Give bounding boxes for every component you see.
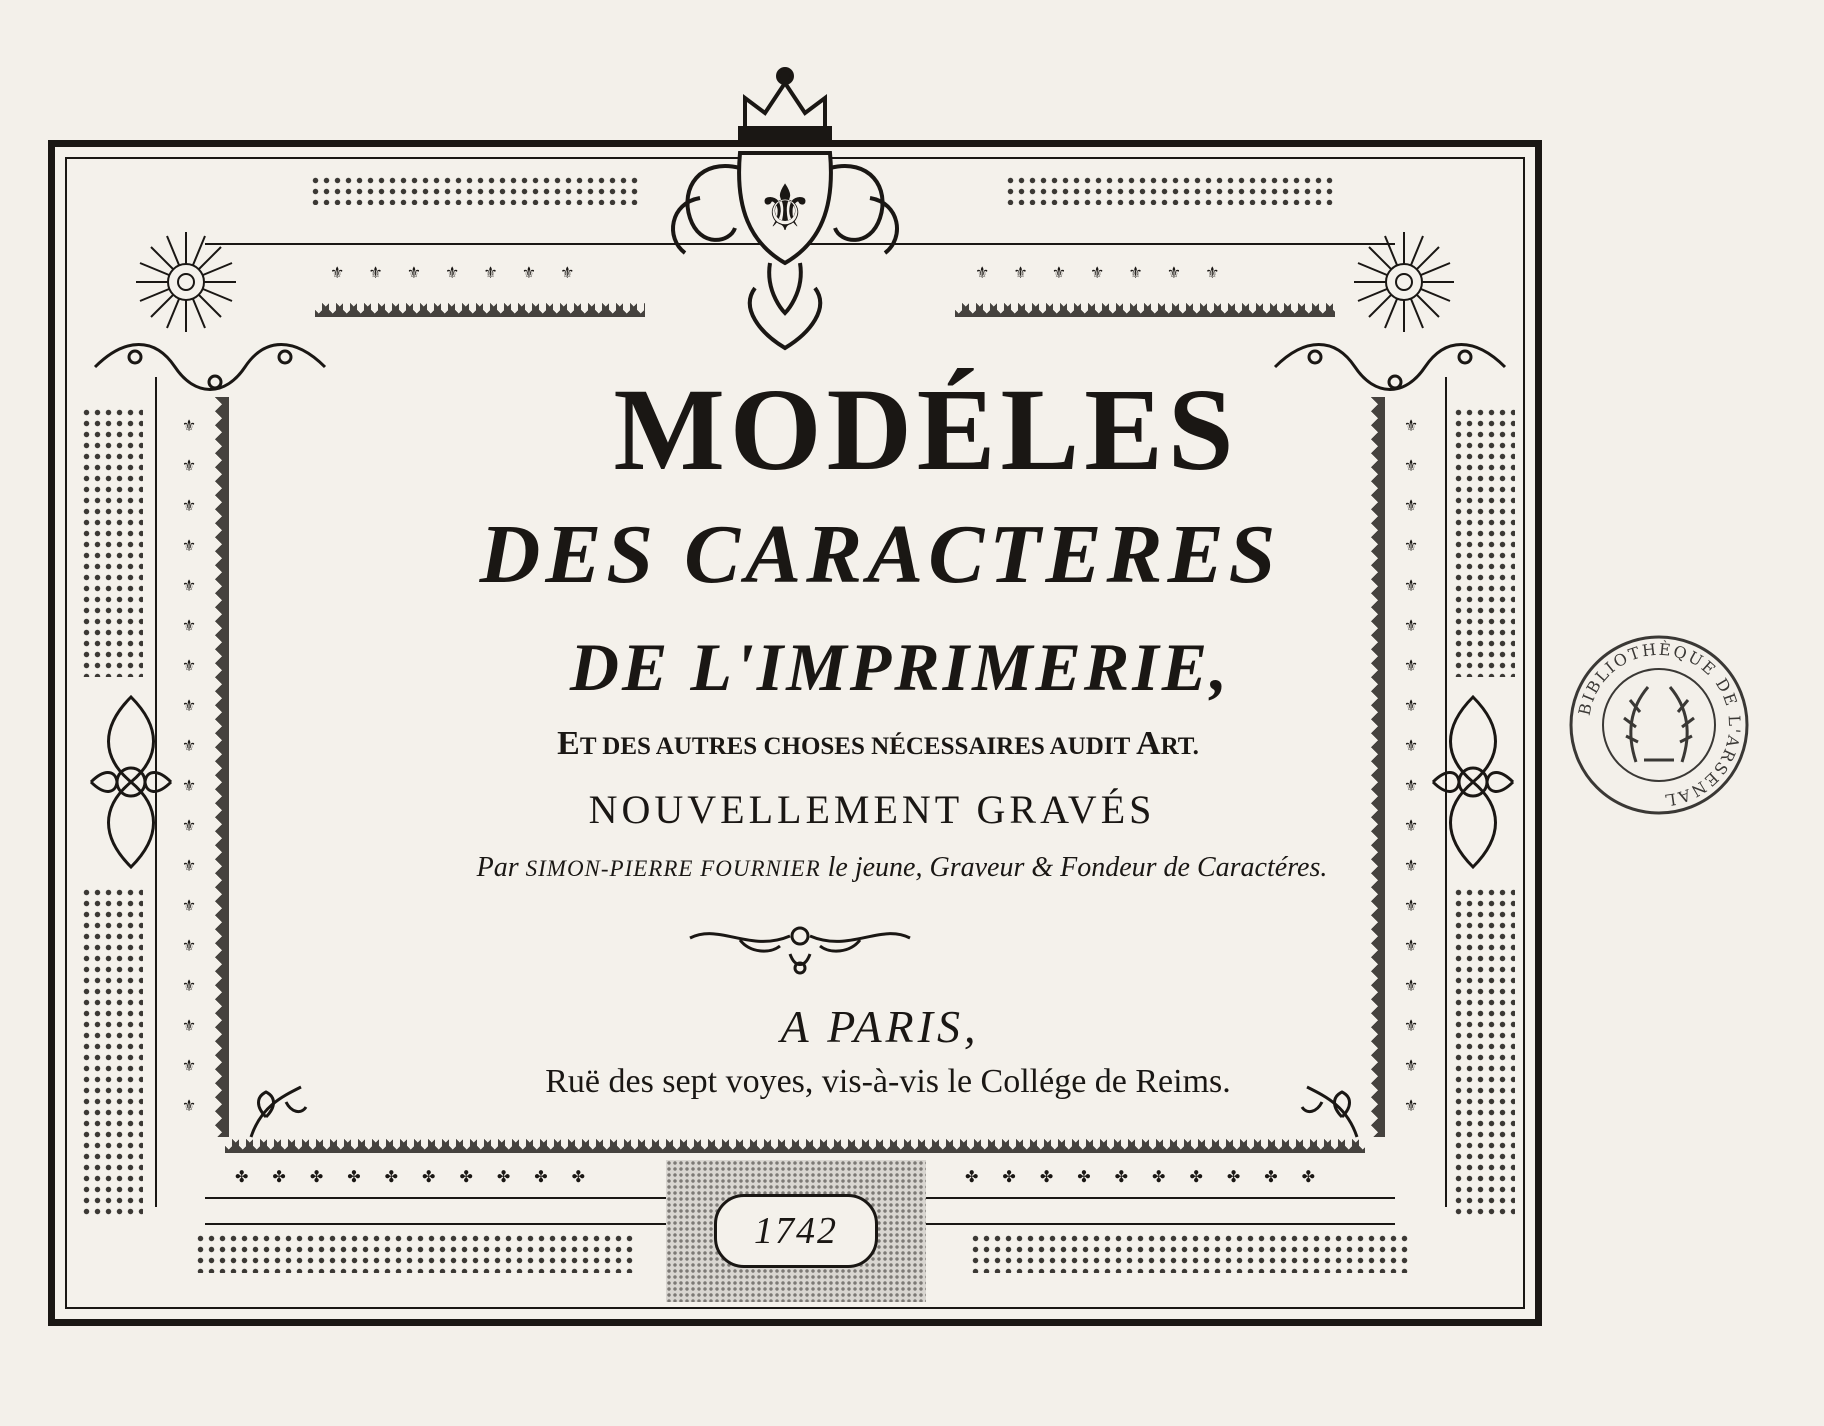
- fleuron-row-bottom: ✤ ✤ ✤ ✤ ✤ ✤ ✤ ✤ ✤ ✤: [965, 1169, 1326, 1186]
- fleuron-row-top: ⚜ ⚜ ⚜ ⚜ ⚜ ⚜ ⚜: [330, 265, 585, 282]
- rosette-ornament-right: [1423, 687, 1523, 877]
- svg-text:BIBLIOTHÈQUE DE L'ARSENAL: [1575, 639, 1745, 810]
- imprint-address: Ruë des sept voyes, vis-à-vis le Collége de Reims.: [545, 1063, 1231, 1100]
- fleuron-row-bottom: ✤ ✤ ✤ ✤ ✤ ✤ ✤ ✤ ✤ ✤: [235, 1169, 596, 1186]
- author-line: Par SIMON-PIERRE FOURNIER le jeune, Graveur & Fondeur de Caractéres.: [476, 852, 1328, 883]
- border-pattern-bottom-left: [195, 1233, 635, 1273]
- title-line-3: DE L'IMPRIMERIE,: [569, 629, 1231, 705]
- imprint-city: A PARIS,: [780, 1001, 980, 1052]
- title-line-1: MODÉLES: [613, 364, 1239, 495]
- fleuron-row-top: ⚜ ⚜ ⚜ ⚜ ⚜ ⚜ ⚜: [975, 265, 1230, 282]
- border-pattern-top-right: [1005, 175, 1335, 205]
- sunburst-ornament-right: [1349, 227, 1459, 337]
- vignette-ornament: [680, 918, 920, 980]
- border-triangles-top: [315, 303, 645, 317]
- rosette-ornament-left: [81, 687, 181, 877]
- fleuron-column-left: ⚜ ⚜ ⚜ ⚜ ⚜ ⚜ ⚜ ⚜ ⚜ ⚜ ⚜ ⚜ ⚜ ⚜ ⚜ ⚜ ⚜ ⚜: [181, 418, 197, 1115]
- engraved-line: NOUVELLEMENT GRAVÉS: [588, 787, 1156, 832]
- royal-crest-ornament: [660, 58, 910, 358]
- year-cartouche: [714, 1194, 878, 1268]
- library-stamp: [1566, 632, 1752, 818]
- laurel-icon: [1624, 687, 1694, 762]
- subtitle: ET DES AUTRES CHOSES NÉCESSAIRES AUDIT ART.: [557, 725, 1199, 762]
- border-triangles-top: [955, 303, 1335, 317]
- stamp-text: BIBLIOTHÈQUE DE L'ARSENAL: [1574, 639, 1745, 811]
- sunburst-ornament-left: [131, 227, 241, 337]
- fleuron-column-right: ⚜ ⚜ ⚜ ⚜ ⚜ ⚜ ⚜ ⚜ ⚜ ⚜ ⚜ ⚜ ⚜ ⚜ ⚜ ⚜ ⚜ ⚜: [1403, 418, 1419, 1115]
- title-line-2: DES CARACTERES: [479, 508, 1281, 601]
- border-triangles-bottom: [225, 1139, 1365, 1153]
- border-pattern-bottom-right: [970, 1233, 1410, 1273]
- imprint-year: 1742: [754, 1210, 838, 1252]
- fleur-de-lis-icon: ⚜: [756, 172, 814, 246]
- border-pattern-top-left: [310, 175, 640, 205]
